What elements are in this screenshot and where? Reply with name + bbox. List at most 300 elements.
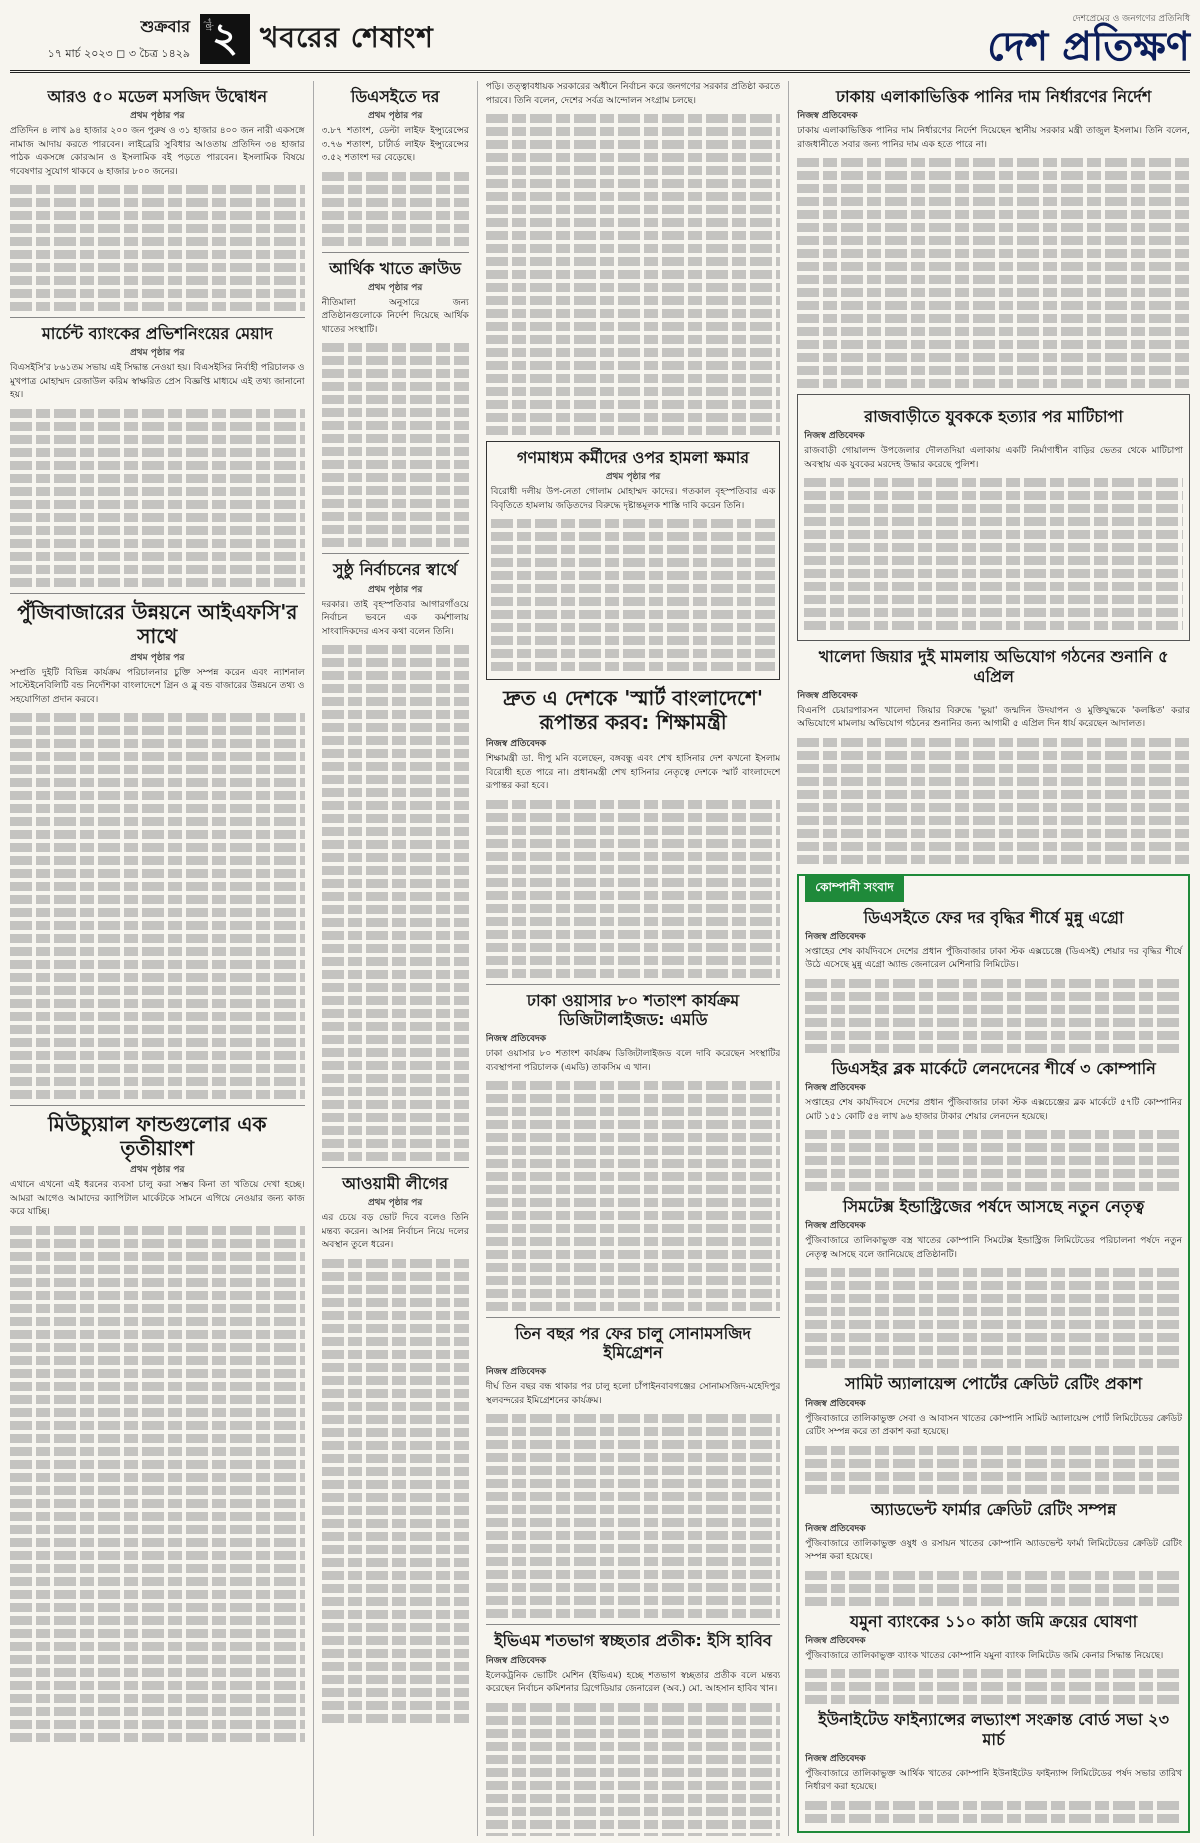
article: [486, 81, 781, 435]
text-filler: [322, 434, 469, 443]
text-filler: [797, 353, 1190, 362]
text-filler: [805, 1584, 1182, 1593]
text-filler: [322, 1623, 469, 1632]
text-filler: [10, 263, 305, 272]
text-filler: [10, 1343, 305, 1352]
article: [10, 600, 305, 1100]
article-body: ঢাকা ওয়াসার ৮০ শতাংশ কার্যক্রম ডিজিটালাইজড বলে দাবি করেছেন সংস্থাটির ব্যবস্থাপনা পরিচালক (এমডি) তাকসিম এ খান।: [485, 1049, 781, 1073]
text-filler: [486, 1120, 781, 1129]
text-filler: [322, 525, 469, 534]
text-filler: [322, 1285, 469, 1294]
text-filler: [797, 855, 1190, 864]
text-filler: [10, 302, 305, 311]
weekday: শুক্রবার: [140, 17, 190, 36]
text-filler: [486, 140, 781, 149]
text-filler: [10, 1590, 305, 1599]
text-filler: [322, 538, 469, 547]
text-filler: [10, 211, 305, 220]
text-filler: [805, 1307, 1182, 1316]
text-filler: [486, 1794, 781, 1803]
text-filler: [805, 1031, 1182, 1040]
text-filler: [486, 1820, 781, 1829]
text-filler: [322, 1009, 469, 1018]
headline: সিমটেক্স ইন্ডাস্ট্রিজের পর্ষদে আসছে নতুন নেতৃত্ব: [843, 1197, 1145, 1217]
text-filler: [322, 237, 469, 246]
text-filler: [10, 1499, 305, 1508]
text-filler: [486, 205, 781, 214]
column-rule: [788, 81, 789, 1836]
text-filler: [322, 775, 469, 784]
text-filler: [10, 526, 305, 535]
text-filler: [10, 778, 305, 787]
article-body: বিএনপি চেয়ারপারসন খালেদা জিয়ার বিরুদ্ধে 'ভুয়া' জন্মদিন উদযাপন ও মুক্তিযুদ্ধকে 'কলঙ্কিত' করার অভিযোগে মামলায় অভিযোগ গঠনের শুনানির জন্য আগামী ৫ এপ্রিল দিন ধার্য করেছেন আদালত।: [797, 705, 1190, 730]
text-filler: [322, 1467, 469, 1476]
text-filler: [805, 1169, 1182, 1178]
article: [322, 87, 469, 246]
text-filler: [10, 1733, 305, 1742]
column-rule: [313, 81, 314, 1836]
text-filler: [486, 943, 781, 952]
divider: [10, 317, 305, 318]
page-number-badge: [200, 14, 250, 64]
text-filler: [322, 1363, 469, 1372]
text-filler: [10, 921, 305, 930]
text-filler: [10, 1038, 305, 1047]
paper-tagline: দেশপ্রেমের ও জনগণের প্রতিনিধি: [1072, 13, 1190, 24]
text-filler: [10, 960, 305, 969]
headline: সুষ্ঠু নির্বাচনের স্বার্থে: [332, 560, 458, 580]
text-filler: [805, 1446, 1182, 1455]
text-filler: [322, 408, 469, 417]
text-filler: [491, 649, 776, 658]
divider: [486, 1317, 781, 1318]
text-filler: [804, 582, 1183, 591]
text-filler: [10, 539, 305, 548]
text-filler: [804, 530, 1183, 539]
text-filler: [10, 1408, 305, 1417]
text-filler: [322, 395, 469, 404]
text-filler: [10, 843, 305, 852]
text-filler: [322, 356, 469, 365]
text-filler: [10, 882, 305, 891]
text-filler: [486, 839, 781, 848]
article-body: পুঁজিবাজারে তালিকাভুক্ত ওষুধ ও রসায়ন খাতের কোম্পানি অ্যাডভেন্ট ফার্মা লিমিটেডের ক্রেডিট রেটিং সম্পন্ন করা হয়েছে।: [805, 1538, 1182, 1563]
text-filler: [322, 473, 469, 482]
text-filler: [486, 1250, 781, 1259]
text-filler: [10, 1278, 305, 1287]
text-filler: [805, 1182, 1182, 1191]
text-filler: [322, 658, 469, 667]
text-filler: [486, 231, 781, 240]
article-body: সপ্তাহের শেষ কার্যদিবসে দেশের প্রধান পুঁজিবাজার ঢাকা স্টক এক্সচেঞ্জের ব্লক মার্কেটে ৫৭টি কোম্পানির মোট ১৫১ কোটি ৫৪ লাখ ৯৬ হাজার টাকার শেয়ার লেনদেন হয়েছে।: [805, 1098, 1182, 1122]
text-filler: [486, 1198, 781, 1207]
text-filler: [322, 211, 469, 220]
divider: [486, 1624, 781, 1625]
text-filler: [322, 1597, 469, 1606]
byline: নিজস্ব প্রতিবেদক: [485, 1367, 547, 1378]
continued-label: প্রথম পৃষ্ঠার পর: [367, 111, 423, 122]
headline: খালেদা জিয়ার দুই মামলায় অভিযোগ গঠনের শুনানি ৫ এপ্রিল: [818, 647, 1169, 686]
text-filler: [322, 1152, 469, 1161]
text-filler: [10, 1395, 305, 1404]
headline: মিউচ্যুয়াল ফান্ডগুলোর এক তৃতীয়াংশ: [48, 1112, 267, 1161]
text-filler: [797, 777, 1190, 786]
text-filler: [486, 270, 781, 279]
text-filler: [10, 513, 305, 522]
text-filler: [10, 765, 305, 774]
article: [486, 1631, 781, 1836]
text-filler: [486, 361, 781, 370]
article-body: রাজবাড়ী গোয়ালন্দ উপজেলার দৌলতদিয়া এলাকায় একটি নির্মাণাধীন বাড়ির ভেতর থেকে মাটিচাপা অবস্থায় এক যুবকের মরদেহ উদ্ধার করেছে পুলিশ।: [804, 446, 1183, 470]
byline: নিজস্ব প্রতিবেদক: [805, 931, 866, 942]
column-1: [10, 81, 305, 1836]
divider: [322, 252, 469, 253]
text-filler: [797, 790, 1190, 799]
text-filler: [10, 1694, 305, 1703]
text-filler: [797, 197, 1190, 206]
text-filler: [10, 409, 305, 418]
article: [10, 324, 305, 587]
text-filler: [804, 517, 1183, 526]
text-filler: [322, 1376, 469, 1385]
text-filler: [322, 1558, 469, 1567]
text-filler: [797, 327, 1190, 336]
text-filler: [805, 1472, 1182, 1481]
headline: দ্রুত এ দেশকে 'স্মার্ট বাংলাদেশে' রূপান্তর করব: শিক্ষামন্ত্রী: [503, 686, 763, 735]
text-filler: [10, 999, 305, 1008]
text-filler: [322, 996, 469, 1005]
text-filler: [10, 1330, 305, 1339]
text-filler: [10, 289, 305, 298]
text-filler: [797, 379, 1190, 388]
column-rule: [477, 81, 478, 1836]
article: [797, 87, 1190, 388]
text-filler: [486, 153, 781, 162]
byline: নিজস্ব প্রতিবেদক: [485, 1655, 547, 1666]
text-filler: [322, 421, 469, 430]
text-filler: [486, 878, 781, 887]
text-filler: [804, 491, 1183, 500]
text-filler: [486, 1505, 781, 1514]
text-filler: [10, 474, 305, 483]
article-body: বিএসইসি'র ৮৬১তম সভায় এই সিদ্ধান্ত নেওয়া হয়। বিএসইসির নির্বাহী পরিচালক ও মুখপাত্র মোহাম্মদ রেজাউল করিম স্বাক্ষরিত প্রেস বিজ্ঞপ্তি মাধ্যমে এই তথ্য জানানো হয়।: [10, 363, 305, 401]
text-filler: [10, 1317, 305, 1326]
text-filler: [486, 244, 781, 253]
headline: অ্যাডভেন্ট ফার্মার ক্রেডিট রেটিং সম্পন্ন: [870, 1499, 1117, 1519]
article-body: নীতিমালা অনুসারে জন্য প্রতিষ্ঠানগুলোকে নির্দেশ দিয়েছে আর্থিক খাতের সংস্থাটি।: [321, 297, 469, 335]
text-filler: [486, 1742, 781, 1751]
text-filler: [797, 288, 1190, 297]
text-filler: [797, 366, 1190, 375]
text-filler: [10, 1551, 305, 1560]
text-filler: [805, 1597, 1182, 1606]
byline: নিজস্ব প্রতিবেদক: [804, 431, 865, 442]
text-filler: [797, 184, 1190, 193]
text-filler: [10, 578, 305, 587]
text-filler: [486, 348, 781, 357]
text-filler: [486, 1185, 781, 1194]
article-body: পুঁজিবাজারে তালিকাভুক্ত বস্ত্র খাতের কোম্পানি সিমটেক্স ইন্ডাস্ট্রিজ লিমিটেডের পরিচালনা পর্ষদে নতুন নেতৃত্ব আসছে বলে জানিয়েছে প্রতিষ্ঠানটি।: [805, 1236, 1182, 1260]
divider: [322, 553, 469, 554]
text-filler: [10, 1291, 305, 1300]
text-filler: [486, 1755, 781, 1764]
text-filler: [10, 1616, 305, 1625]
text-filler: [491, 636, 776, 645]
text-filler: [322, 224, 469, 233]
text-filler: [491, 571, 776, 580]
text-filler: [10, 804, 305, 813]
text-filler: [486, 1276, 781, 1285]
text-filler: [322, 1272, 469, 1281]
text-filler: [797, 340, 1190, 349]
text-filler: [486, 1492, 781, 1501]
text-filler: [322, 1415, 469, 1424]
company-news-box: [797, 874, 1190, 1833]
article: [486, 991, 781, 1311]
continued-label: প্রথম পৃষ্ঠার পর: [130, 348, 185, 359]
text-filler: [322, 369, 469, 378]
text-filler: [486, 374, 781, 383]
continued-label: প্রথম পৃষ্ঠার পর: [367, 282, 423, 293]
text-filler: [10, 1090, 305, 1099]
text-filler: [491, 558, 776, 567]
text-filler: [322, 853, 469, 862]
text-filler: [486, 1133, 781, 1142]
text-filler: [10, 487, 305, 496]
article: [322, 1174, 469, 1723]
text-filler: [486, 400, 781, 409]
text-filler: [797, 803, 1190, 812]
text-filler: [322, 1022, 469, 1031]
text-filler: [322, 1048, 469, 1057]
text-filler: [10, 461, 305, 470]
text-filler: [486, 1107, 781, 1116]
text-filler: [805, 1156, 1182, 1165]
text-filler: [10, 250, 305, 259]
text-filler: [322, 1428, 469, 1437]
text-filler: [10, 1512, 305, 1521]
article-body: দরকার। তাই বৃহস্পতিবার আগারগাঁওয়ে নির্বাচন ভবনে এক কর্মশালায় সাংবাদিকদের এসব কথা বলেন তিনি।: [321, 599, 469, 637]
text-filler: [322, 1298, 469, 1307]
text-filler: [322, 460, 469, 469]
text-filler: [805, 1044, 1182, 1053]
text-filler: [486, 1146, 781, 1155]
text-filler: [797, 842, 1190, 851]
article-body: শিক্ষামন্ত্রী ডা. দীপু মনি বলেছেন, বঙ্গবন্ধু এবং শেখ হাসিনার দেশ কখনো ইসলাম বিরোধী হতে পারে না। প্রধানমন্ত্রী শেখ হাসিনার নেতৃত্বে দেশকে স্মার্ট বাংলাদেশে রূপান্তর করা হবে।: [485, 754, 781, 792]
text-filler: [486, 218, 781, 227]
text-filler: [10, 1012, 305, 1021]
article: [797, 647, 1190, 863]
text-filler: [322, 1662, 469, 1671]
text-filler: [322, 1649, 469, 1658]
text-filler: [804, 504, 1183, 513]
text-filler: [486, 865, 781, 874]
divider: [10, 593, 305, 594]
text-filler: [10, 908, 305, 917]
text-filler: [486, 413, 781, 422]
text-filler: [10, 1603, 305, 1612]
text-filler: [10, 1655, 305, 1664]
text-filler: [322, 499, 469, 508]
text-filler: [805, 1005, 1182, 1014]
article: [10, 1112, 305, 1742]
text-filler: [805, 1143, 1182, 1152]
text-filler: [322, 1337, 469, 1346]
article-body: সম্প্রতি দুইটি বিভিন্ন কার্যক্রম পরিচালনার চুক্তি সম্পন্ন করেন এবং ন্যাশনাল সাস্টেইনেবিলিটি বন্ড নির্দেশিকা বাংলাদেশে গ্রিন ও ব্লু বন্ড বাজারের উন্নয়নে তথ্য ও সহযোগিতা প্রদান করবে।: [10, 667, 305, 705]
text-filler: [322, 1688, 469, 1697]
text-filler: [486, 1440, 781, 1449]
text-filler: [10, 1421, 305, 1430]
column-2: [322, 81, 469, 1836]
continued-label: প্রথম পৃষ্ঠার পর: [367, 1198, 423, 1209]
paper-logo: [987, 11, 1190, 68]
text-filler: [797, 764, 1190, 773]
text-filler: [805, 1294, 1182, 1303]
article: [10, 87, 305, 311]
text-filler: [805, 1669, 1182, 1678]
text-filler: [486, 904, 781, 913]
article-body: পুঁজিবাজারে তালিকাভুক্ত ব্যাংক খাতের কোম্পানি যমুনা ব্যাংক লিমিটেড জমি কেনার সিদ্ধান্ত নিয়েছে।: [805, 1650, 1164, 1661]
text-filler: [486, 1518, 781, 1527]
continued-label: প্রথম পৃষ্ঠার পর: [130, 652, 185, 663]
text-filler: [486, 127, 781, 136]
text-filler: [322, 1311, 469, 1320]
text-filler: [805, 992, 1182, 1001]
text-filler: [804, 478, 1183, 487]
headline: ডিএসইর ব্লক মার্কেটে লেনদেনের শীর্ষে ৩ কোম্পানি: [831, 1058, 1156, 1078]
byline: নিজস্ব প্রতিবেদক: [805, 1635, 866, 1646]
text-filler: [486, 1716, 781, 1725]
text-filler: [322, 198, 469, 207]
headline: মার্চেন্ট ব্যাংকের প্রভিশনিংয়ের মেয়াদ: [41, 324, 273, 344]
text-filler: [10, 791, 305, 800]
text-filler: [805, 1018, 1182, 1027]
text-filler: [805, 1459, 1182, 1468]
text-filler: [10, 947, 305, 956]
text-filler: [10, 713, 305, 722]
text-filler: [486, 166, 781, 175]
text-filler: [10, 817, 305, 826]
headline: আওয়ামী লীগের: [342, 1174, 449, 1194]
text-filler: [10, 565, 305, 574]
article-body: প্রতিদিন ৪ লাখ ৯৪ হাজার ২০০ জন পুরুষ ও ৩১ হাজার ৪০০ জন নারী একসঙ্গে নামাজ আদায় করতে পারবেন। লাইব্রেরি সুবিধার আওতায় প্রতিদিন ৩৪ হাজার পাঠক একসঙ্গে কোরআন ও ইসলামিক বই পড়তে পারবেন। ইসলামিক বিষয়ে গবেষণার সুযোগ থাকবে ৬ হাজার ৮০০ জনের।: [10, 126, 305, 177]
byline: নিজস্ব প্রতিবেদক: [805, 1398, 866, 1409]
article: [486, 686, 781, 978]
text-filler: [486, 1703, 781, 1712]
text-filler: [486, 1081, 781, 1090]
text-filler: [805, 1333, 1182, 1342]
section-title: খবরের শেষাংশ: [260, 20, 434, 54]
column-4: [797, 81, 1190, 1836]
text-filler: [10, 830, 305, 839]
text-filler: [10, 1265, 305, 1274]
text-filler: [486, 1237, 781, 1246]
byline: নিজস্ব প্রতিবেদক: [805, 1221, 866, 1232]
text-filler: [486, 930, 781, 939]
continued-label: প্রথম পৃষ্ঠার পর: [130, 1165, 185, 1176]
text-filler: [322, 512, 469, 521]
text-filler: [804, 569, 1183, 578]
text-filler: [10, 1577, 305, 1586]
text-filler: [486, 283, 781, 292]
headline: ডিএসইতে ফের দর বৃদ্ধির শীর্ষে মুন্নু এগ্রো: [863, 907, 1124, 927]
headline: ঢাকা ওয়াসার ৮০ শতাংশ কার্যক্রম ডিজিটালাইজড: এমডি: [526, 990, 740, 1029]
text-filler: [322, 185, 469, 194]
headline: ডিএসইতে দর: [350, 87, 440, 106]
text-filler: [805, 979, 1182, 988]
text-filler: [322, 1519, 469, 1528]
text-filler: [486, 1531, 781, 1540]
text-filler: [322, 1493, 469, 1502]
text-filler: [10, 1051, 305, 1060]
text-filler: [486, 891, 781, 900]
text-filler: [322, 827, 469, 836]
text-filler: [491, 662, 776, 671]
text-filler: [10, 500, 305, 509]
text-filler: [486, 387, 781, 396]
text-filler: [486, 1094, 781, 1103]
text-filler: [486, 335, 781, 344]
text-filler: [486, 296, 781, 305]
text-filler: [797, 816, 1190, 825]
text-filler: [322, 1701, 469, 1710]
headline: আর্থিক খাতে ক্রাউড: [329, 258, 462, 278]
text-filler: [10, 185, 305, 194]
text-filler: [322, 1126, 469, 1135]
text-filler: [322, 762, 469, 771]
text-filler: [322, 931, 469, 940]
divider: [486, 984, 781, 985]
article-body: দীর্ঘ তিন বছর বন্ধ থাকার পর চালু হলো চাঁপাইনবাবগঞ্জের সোনামসজিদ-মহেদিপুর স্থলবন্দরের ইমিগ্রেশনের কার্যক্রম।: [485, 1382, 781, 1406]
text-filler: [491, 519, 776, 528]
text-filler: [486, 1557, 781, 1566]
text-filler: [797, 158, 1190, 167]
text-filler: [486, 1172, 781, 1181]
text-filler: [322, 1035, 469, 1044]
text-filler: [486, 1263, 781, 1272]
text-filler: [10, 726, 305, 735]
text-filler: [322, 723, 469, 732]
text-filler: [322, 983, 469, 992]
text-filler: [486, 1211, 781, 1220]
text-filler: [486, 917, 781, 926]
byline: নিজস্ব প্রতিবেদক: [797, 690, 858, 701]
text-filler: [491, 545, 776, 554]
boxed-article: [486, 441, 781, 680]
text-filler: [486, 1609, 781, 1618]
text-filler: [797, 262, 1190, 271]
text-filler: [322, 814, 469, 823]
text-filler: [491, 623, 776, 632]
text-filler: [805, 1682, 1182, 1691]
text-filler: [322, 918, 469, 927]
text-filler: [322, 1061, 469, 1070]
text-filler: [322, 645, 469, 654]
text-filler: [10, 973, 305, 982]
continued-label: প্রথম পৃষ্ঠার পর: [605, 472, 661, 483]
byline: নিজস্ব প্রতিবেদক: [485, 739, 547, 750]
text-filler: [486, 1807, 781, 1816]
headline: পুঁজিবাজারের উন্নয়নে আইএফসি'র সাথে: [17, 599, 298, 648]
text-filler: [322, 1087, 469, 1096]
article-body: এর চেয়ে বড় ভোট দিবে বলেও তিনি মন্তব্য করেন। আসন্ন নির্বাচন নিয়ে দলের অবস্থান তুলে ধরেন।: [321, 1213, 469, 1251]
text-filler: [10, 237, 305, 246]
text-filler: [10, 986, 305, 995]
text-filler: [322, 1532, 469, 1541]
headline: রাজবাড়ীতে যুবককে হত্যার পর মাটিচাপা: [864, 407, 1123, 427]
text-filler: [322, 1571, 469, 1580]
headline: সামিট অ্যালায়েন্স পোর্টের ক্রেডিট রেটিং প্রকাশ: [845, 1374, 1143, 1394]
